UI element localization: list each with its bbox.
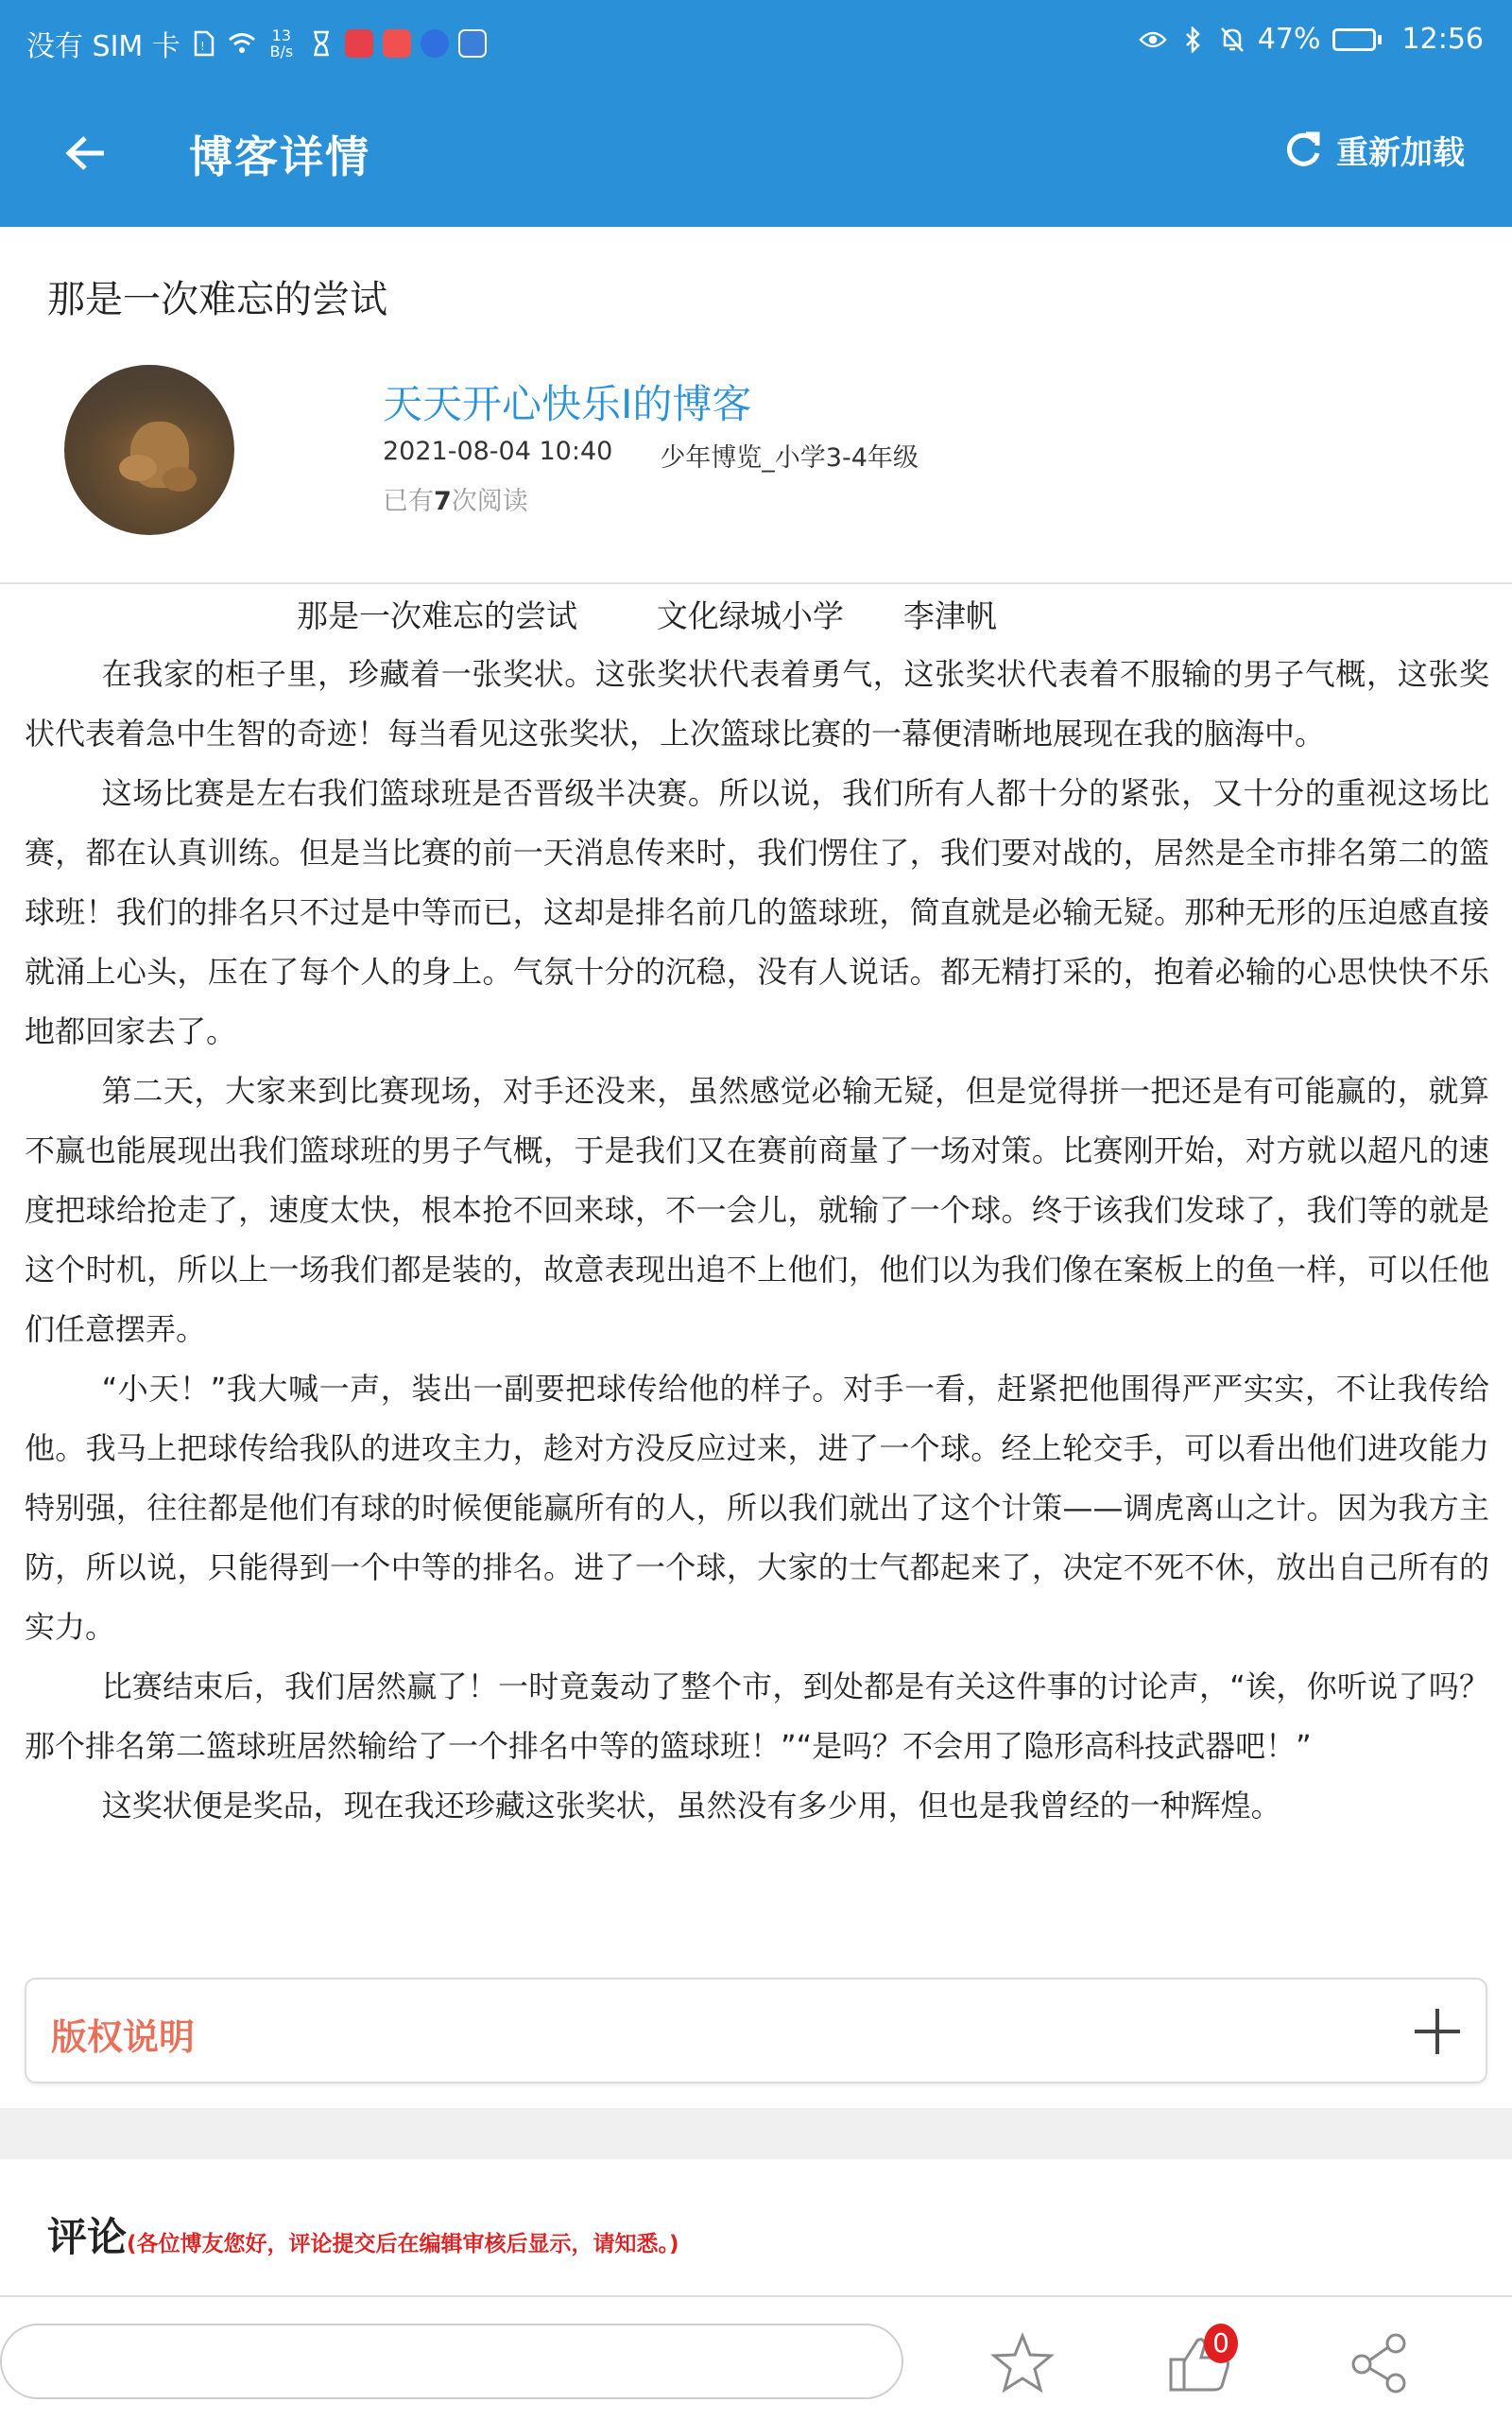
article-paragraph: “小天！”我大喊一声，装出一副要把球传给他的样子。对手一看，赶紧把他围得严严实实，不让我传给他。我马上把球传给我队的进攻主力，趁对方没反应过来，进了一个球。经上轮交手，可以看出他们进攻能力特别强，往往都是他们有球的时候便能赢所有的人，所以我们就出了这个计策——调虎离山之计。因为我方主防，所以说，只能得到一个中等的排名。进了一个球，大家的士气都起来了，决定不死不休，放出自己所有的实力。 [25, 1371, 1489, 1645]
blog-name-link[interactable]: 天天开心快乐I的博客 [383, 381, 752, 427]
sim-icon [190, 29, 218, 58]
article-paragraph: 比赛结束后，我们居然赢了！一时竟轰动了整个市，到处都是有关这件事的讨论声，“诶，你听说了吗？那个排名第二篮球班居然输给了一个排名中等的篮球班！”“是吗？不会用了隐形高科技武器吧！” [25, 1668, 1489, 1764]
favorite-button[interactable] [987, 2327, 1058, 2399]
battery-icon [1332, 28, 1382, 51]
plus-icon[interactable] [1412, 2006, 1463, 2057]
app-notification-icon [421, 29, 449, 58]
copyright-label: 版权说明 [51, 2016, 196, 2058]
reload-button[interactable] [1283, 127, 1465, 173]
app-notification-icon [345, 29, 373, 58]
article-paragraph: 这场比赛是左右我们篮球班是否晋级半决赛。所以说，我们所有人都十分的紧张，又十分的重视这场比赛，都在认真训练。但是当比赛的前一天消息传来时，我们愣住了，我们要对战的，居然是全市排名第二的篮球班！我们的排名只不过是中等而已，这却是排名前几的篮球班，简直就是必输无疑。那种无形的压迫感直接就涌上心头，压在了每个人的身上。气氛十分的沉稳，没有人说话。都无精打采的，抱着必输的心思快快不乐地都回家去了。 [25, 775, 1489, 1049]
app-notification-icon [458, 29, 487, 58]
article-paragraph: 这奖状便是奖品，现在我还珍藏这张奖状，虽然没有多少用，但也是我曾经的一种辉煌。 [101, 1788, 1281, 1824]
net-speed: 13 B/s [269, 26, 294, 60]
mute-bell-icon [1218, 26, 1246, 54]
status-bar [0, 0, 1512, 87]
post-category: 少年博览_小学3-4年级 [660, 443, 919, 473]
comments-notice: (各位博友您好，评论提交后在编辑审核后显示，请知悉。) [127, 2232, 679, 2256]
back-button[interactable] [57, 125, 113, 182]
avatar[interactable] [64, 365, 234, 535]
refresh-icon [1283, 130, 1323, 170]
article-heading: 那是一次难忘的尝试 文化绿城小学 李津帆 [297, 597, 997, 634]
section-separator [0, 2108, 1512, 2159]
copyright-panel[interactable] [25, 1978, 1487, 2083]
back-arrow-icon [64, 134, 106, 172]
share-button[interactable] [1344, 2327, 1416, 2399]
reload-label: 重新加载 [1336, 134, 1465, 172]
app-bar [0, 87, 1512, 227]
comments-header [47, 2206, 679, 2263]
eye-icon [1139, 26, 1167, 54]
star-icon [990, 2332, 1055, 2394]
article-body [0, 584, 1512, 1836]
read-count: 已有7次阅读 [383, 487, 528, 516]
page-title: 博客详情 [189, 131, 370, 182]
bottom-action-bar [0, 2295, 1512, 2420]
comment-input[interactable] [0, 2324, 903, 2399]
post-meta [383, 437, 919, 474]
bluetooth-icon [1178, 26, 1207, 54]
post-datetime: 2021-08-04 10:40 [383, 437, 613, 466]
top-bar [0, 0, 1512, 227]
article-paragraph: 在我家的柜子里，珍藏着一张奖状。这张奖状代表着勇气，这张奖状代表着不服输的男子气概，这张奖状代表着急中生智的奇迹！每当看见这张奖状，上次篮球比赛的一幕便清晰地展现在我的脑海中。 [25, 656, 1489, 752]
like-count-badge: 0 [1204, 2324, 1238, 2363]
carrier-text: 没有 SIM 卡 [26, 30, 180, 63]
app-notification-icon [383, 29, 411, 58]
battery-percent: 47% [1257, 23, 1321, 56]
svg-text:!: ! [199, 40, 205, 53]
clock: 12:56 [1401, 23, 1484, 56]
comments-heading: 评论 [47, 2214, 128, 2260]
wifi-icon [228, 29, 256, 58]
article-paragraph: 第二天，大家来到比赛现场，对手还没来，虽然感觉必输无疑，但是觉得拼一把还是有可能赢的，就算不赢也能展现出我们篮球班的男子气概，于是我们又在赛前商量了一场对策。比赛刚开始，对方就以超凡的速度把球给抢走了，速度太快，根本抢不回来球，不一会儿，就输了一个球。终于该我们发球了，我们等的就是这个时机，所以上一场我们都是装的，故意表现出追不上他们，他们以为我们像在案板上的鱼一样，可以任他们任意摆弄。 [25, 1073, 1489, 1347]
share-icon [1349, 2332, 1411, 2394]
hourglass-icon [307, 29, 335, 58]
post-title: 那是一次难忘的尝试 [47, 278, 387, 321]
